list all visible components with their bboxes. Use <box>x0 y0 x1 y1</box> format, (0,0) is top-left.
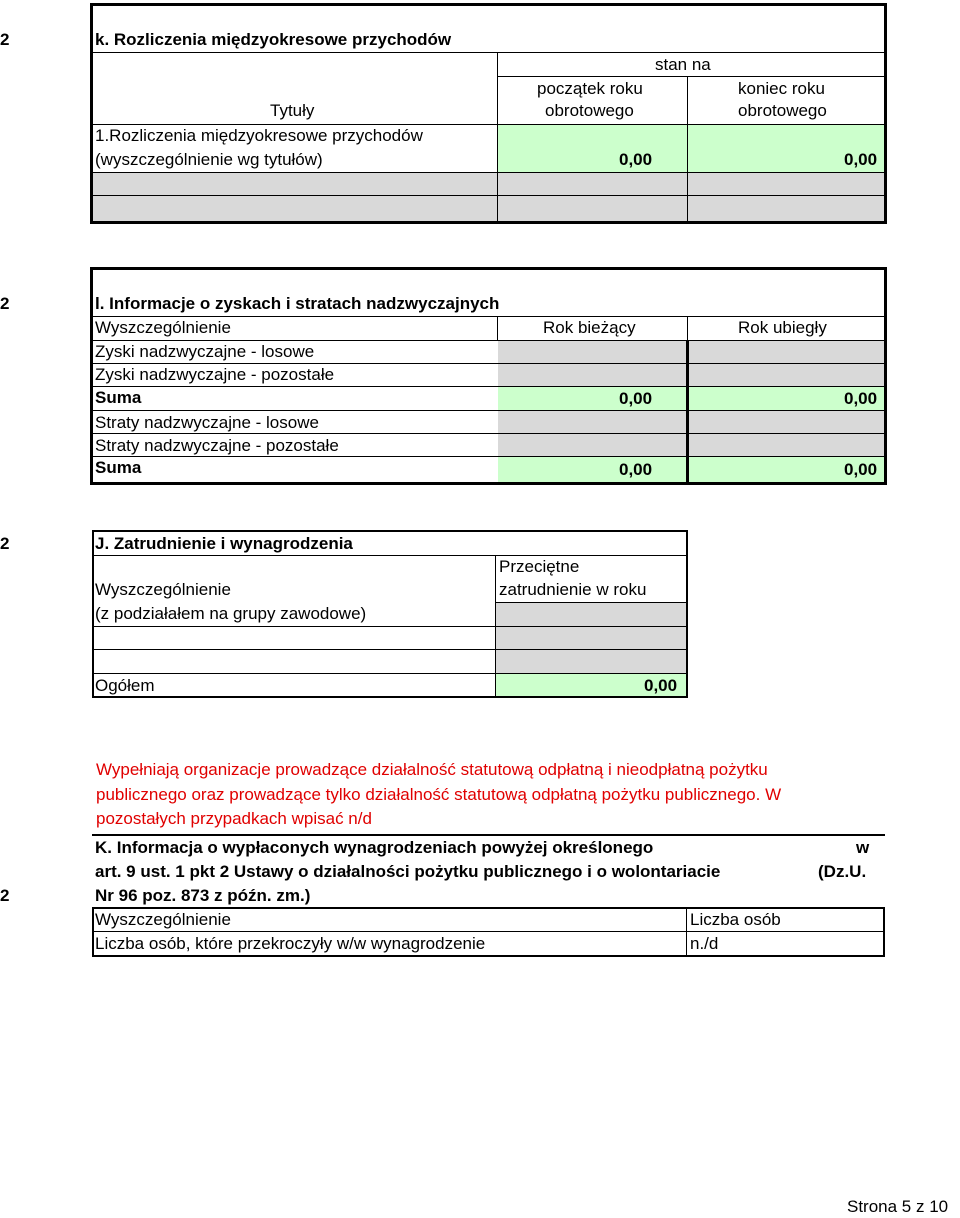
straty-losowe-inputs[interactable] <box>498 411 884 433</box>
section-l-title: l. Informacje o zyskach i stratach nadzwyczajnych <box>95 294 500 313</box>
suma-straty-cells <box>498 457 884 482</box>
zyski-pozostale-inputs[interactable] <box>498 364 884 386</box>
section-j-sub-name: (z podziałałem na grupy zawodowe) <box>95 604 367 623</box>
section-kk-title-line2-end: (Dz.U. <box>818 862 867 881</box>
col-end-line2: obrotowego <box>738 101 827 120</box>
note-line-2: publicznego oraz prowadzące tylko działalność statutową odpłatną pożytku publicznego. W <box>96 785 782 804</box>
section-kk-row-label: Liczba osób, które przekroczyły w/w wynagrodzenie <box>95 934 486 953</box>
section-l-hdr-current: Rok bieżący <box>543 318 636 337</box>
suma-zyski-previous: 0,00 <box>844 389 878 408</box>
straty-pozostale-inputs[interactable] <box>498 434 884 456</box>
col-start-line2: obrotowego <box>545 101 634 120</box>
page-number: Strona 5 z 10 <box>847 1197 949 1216</box>
employment-input-2[interactable] <box>496 627 686 649</box>
section-l-hdr-name: Wyszczególnienie <box>95 318 231 337</box>
avg-employment-line1: Przeciętne <box>499 557 580 576</box>
section-l-hdr-previous: Rok ubiegły <box>738 318 827 337</box>
section-kk-title-line3: Nr 96 poz. 873 z późn. zm.) <box>95 886 311 905</box>
row1-label-line1: 1.Rozliczenia międzyokresowe przychodów <box>95 126 423 145</box>
empty-row-1[interactable] <box>93 173 884 195</box>
section-kk-hdr-count: Liczba osób <box>690 910 781 929</box>
ogolem-label: Ogółem <box>95 676 155 695</box>
suma-zyski-current: 0,00 <box>619 389 653 408</box>
empty-row-2[interactable] <box>93 196 884 221</box>
section-kk-row-value[interactable]: n./d <box>690 934 719 953</box>
straty-losowe-label: Straty nadzwyczajne - losowe <box>95 413 319 432</box>
note-line-3: pozostałych przypadkach wpisać n/d <box>96 809 372 828</box>
row1-label-line2: (wyszczególnienie wg tytułów) <box>95 150 323 169</box>
suma-zyski-label: Suma <box>95 388 142 407</box>
section-j-number: 2 <box>0 534 10 553</box>
straty-pozostale-label: Straty nadzwyczajne - pozostałe <box>95 436 339 455</box>
zyski-losowe-label: Zyski nadzwyczajne - losowe <box>95 342 315 361</box>
suma-zyski-cells <box>498 387 884 410</box>
row1-value-end: 0,00 <box>844 150 878 169</box>
section-kk-title-line2: art. 9 ust. 1 pkt 2 Ustawy o działalności pożytku publicznego i o wolontariacie <box>95 862 721 881</box>
row1-value-start: 0,00 <box>619 150 653 169</box>
col-start-line1: początek roku <box>537 79 643 98</box>
col-end-line1: koniec roku <box>738 79 825 98</box>
section-kk-title-line1-end: w <box>856 838 870 857</box>
row1-value-cells <box>498 125 884 172</box>
section-kk-number: 2 <box>0 886 10 905</box>
suma-straty-previous: 0,00 <box>844 460 878 479</box>
zyski-pozostale-label: Zyski nadzwyczajne - pozostałe <box>95 365 335 384</box>
section-kk-hdr-name: Wyszczególnienie <box>95 910 231 929</box>
suma-straty-label: Suma <box>95 458 142 477</box>
avg-employment-line2: zatrudnienie w roku <box>499 580 647 599</box>
section-j-title: J. Zatrudnienie i wynagrodzenia <box>95 534 353 553</box>
section-k-title: k. Rozliczenia międzyokresowe przychodów <box>95 30 452 49</box>
stan-na-label: stan na <box>655 55 711 74</box>
note-line-1: Wypełniają organizacje prowadzące działalność statutową odpłatną i nieodpłatną pożytku <box>96 760 768 779</box>
section-k-number: 2 <box>0 30 10 49</box>
section-j-hdr-name: Wyszczególnienie <box>95 580 231 599</box>
zyski-losowe-inputs[interactable] <box>498 341 884 363</box>
section-l-number: 2 <box>0 294 10 313</box>
suma-straty-current: 0,00 <box>619 460 653 479</box>
employment-input-3[interactable] <box>496 650 686 673</box>
tytuly-label: Tytuły <box>270 101 315 120</box>
employment-input-1[interactable] <box>496 603 686 626</box>
ogolem-value: 0,00 <box>644 676 678 695</box>
section-kk-title-line1: K. Informacja o wypłaconych wynagrodzeniach powyżej określonego <box>95 838 654 857</box>
